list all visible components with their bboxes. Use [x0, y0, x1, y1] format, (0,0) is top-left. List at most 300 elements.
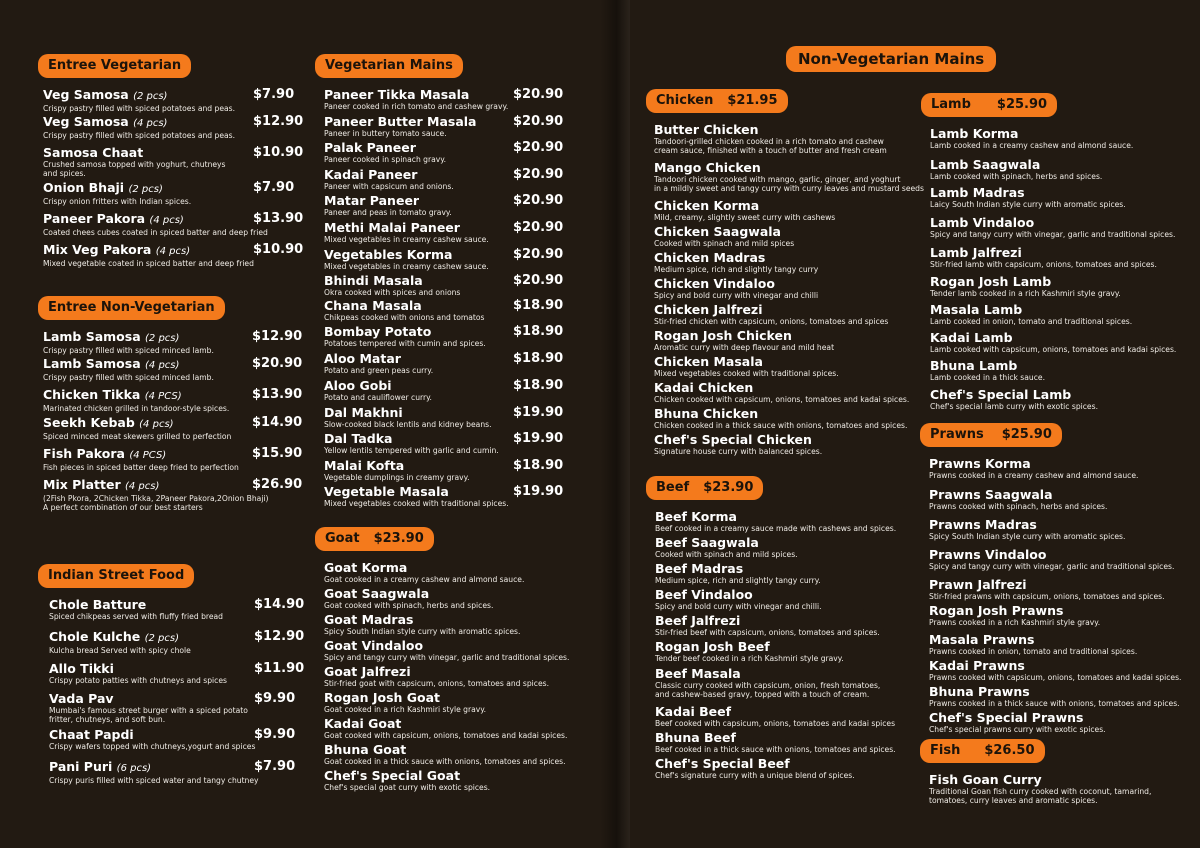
goat-section [315, 527, 570, 792]
nonveg-mains-heading: Non-Vegetarian Mains [786, 46, 996, 72]
chicken-heading: Chicken $21.95 [646, 89, 788, 113]
menu-item [324, 769, 490, 792]
item-name-text: Veg Samosa [43, 87, 129, 102]
menu-item [655, 562, 821, 585]
item-price: $20.90 [513, 193, 564, 208]
item-price: $19.90 [513, 484, 564, 499]
menu-item [43, 329, 303, 355]
menu-item [324, 87, 564, 111]
menu-item [324, 665, 549, 688]
item-description: Chef's signature curry with a unique blend of spices. [655, 771, 855, 780]
item-name-text: Chicken Saagwala [654, 224, 781, 239]
menu-item [654, 123, 887, 155]
item-description: Prawns cooked in onion, tomato and traditional spices. [929, 647, 1138, 656]
item-quantity: (2 pcs) [133, 91, 168, 102]
item-name [655, 536, 798, 550]
item-description: Potato and cauliflower curry. [324, 393, 432, 402]
item-name-text: Lamb Madras [930, 185, 1025, 200]
item-name-text: Rogan Josh Prawns [929, 603, 1064, 618]
item-quantity: (2 pcs) [128, 184, 163, 195]
item-description: Prawns cooked with spinach, herbs and spices. [929, 502, 1108, 511]
item-description: Paneer cooked in spinach gravy. [324, 155, 447, 164]
item-name-text: Dal Tadka [324, 431, 393, 446]
item-name [655, 588, 822, 602]
menu-item [324, 458, 564, 482]
menu-item [43, 446, 303, 472]
item-name-text: Prawns Saagwala [929, 487, 1053, 502]
menu-item [43, 387, 303, 413]
item-description: Prawns cooked in a creamy cashew and almond sauce. [929, 471, 1139, 480]
item-name-text: Goat Saagwala [324, 586, 430, 601]
item-name [655, 510, 896, 524]
item-name-text: Bhindi Masala [324, 273, 423, 288]
item-name-text: Lamb Vindaloo [930, 215, 1035, 230]
item-name-text: Rogan Josh Lamb [930, 274, 1052, 289]
item-price: $9.90 [254, 727, 296, 742]
item-description: Crispy pastry filled with spiced potatoes and peas. [43, 104, 236, 113]
item-name [929, 659, 1181, 673]
menu-item [655, 757, 855, 780]
item-price: $13.90 [253, 211, 304, 226]
item-description: Beef cooked with capsicum, onions, tomatoes and kadai spices [655, 719, 896, 728]
item-name-text: Beef Vindaloo [655, 587, 753, 602]
menu-item [324, 114, 564, 138]
menu-item [324, 220, 564, 244]
item-name [49, 692, 248, 706]
menu-item [655, 640, 844, 663]
item-name-text: Vada Pav [49, 691, 114, 706]
item-description: Cooked with spinach and mild spices [654, 239, 795, 248]
menu-item [930, 275, 1121, 298]
item-name-text: Lamb Saagwala [930, 157, 1041, 172]
menu-item [324, 587, 493, 610]
item-name [654, 381, 909, 395]
menu-item [43, 145, 304, 178]
item-price: $9.90 [254, 691, 296, 706]
item-name-text: Allo Tikki [49, 661, 114, 676]
menu-item [929, 518, 1125, 541]
item-name [929, 548, 1174, 562]
item-name-text: Aloo Gobi [324, 378, 392, 393]
item-quantity: (4 PCS) [144, 391, 182, 402]
item-name-text: Beef Masala [655, 666, 741, 681]
item-description: Chef's special prawns curry with exotic spices. [929, 725, 1106, 734]
item-description: Tandoori chicken cooked with mango, garlic, ginger, and yoghurt [654, 175, 901, 184]
menu-item [930, 303, 1132, 326]
menu-item [654, 355, 839, 378]
vegetarian-mains-section [315, 54, 564, 508]
menu-item [654, 277, 818, 300]
prawns-section [920, 423, 1182, 734]
item-price: $18.90 [513, 324, 564, 339]
item-description: Mumbai's famous street burger with a spiced potato [49, 706, 248, 715]
item-name-text: Chef's Special Goat [324, 768, 461, 783]
item-description: Mixed vegetables in creamy cashew sauce. [324, 235, 489, 244]
item-quantity: (4 pcs) [145, 360, 180, 371]
item-name [655, 614, 880, 628]
street-food-section [38, 564, 305, 785]
item-price: $7.90 [253, 87, 295, 102]
item-description: Stir-fried lamb with capsicum, onions, tomatoes and spices. [930, 260, 1157, 269]
item-name-text: Paneer Tikka Masala [324, 87, 470, 102]
item-price: $10.90 [253, 145, 304, 160]
item-description: Stir-fried prawns with capsicum, onions, tomatoes and spices. [929, 592, 1165, 601]
item-name [654, 225, 794, 239]
item-description: Traditional Goan fish curry cooked with coconut, tamarind, [929, 787, 1152, 796]
item-price: $12.90 [252, 329, 303, 344]
item-price: $20.90 [513, 273, 564, 288]
item-name-text: Goat Vindaloo [324, 638, 424, 653]
item-name-text: Mix Veg Pakora [43, 242, 152, 257]
menu-item [324, 378, 564, 402]
item-price: $11.90 [254, 661, 305, 676]
item-name-text: Prawns Madras [929, 517, 1037, 532]
menu-item [655, 705, 895, 728]
item-description: Goat cooked in a rich Kashmiri style gravy. [324, 705, 487, 714]
item-name-text: Lamb Korma [930, 126, 1019, 141]
menu-item [324, 743, 566, 766]
menu-item [324, 247, 564, 271]
entree-nonveg-heading: Entree Non-Vegetarian [38, 296, 225, 320]
item-name-text: Prawns Korma [929, 456, 1031, 471]
item-description: Goat cooked in a creamy cashew and almond sauce. [324, 575, 525, 584]
item-name-text: Chaat Papdi [49, 727, 134, 742]
item-name [654, 251, 818, 265]
item-name-text: Kadai Prawns [929, 658, 1025, 673]
item-name [929, 711, 1106, 725]
item-name-text: Fish Pakora [43, 446, 125, 461]
item-name [654, 277, 818, 291]
menu-item [929, 711, 1106, 734]
item-name-text: Chana Masala [324, 298, 422, 313]
item-name-text: Malai Kofta [324, 458, 405, 473]
item-name [324, 691, 486, 705]
item-description: Lamb cooked with capsicum, onions, tomatoes and kadai spices. [930, 345, 1177, 354]
item-name-text: Kadai Lamb [930, 330, 1013, 345]
menu-item [929, 633, 1137, 656]
menu-item [324, 691, 486, 714]
menu-item [655, 536, 798, 559]
item-name [324, 299, 485, 313]
item-description: fritter, chutneys, and soft bun. [49, 715, 166, 724]
item-price: $18.90 [513, 298, 564, 313]
item-description: tomatoes, curry leaves and aromatic spices. [929, 796, 1098, 805]
item-name [49, 662, 227, 676]
menu-item [324, 298, 564, 322]
menu-item [49, 759, 296, 785]
item-name [324, 194, 452, 208]
item-description: Spicy South Indian style curry with aromatic spices. [324, 627, 521, 636]
menu-item [654, 199, 835, 222]
item-description: Tandoori-grilled chicken cooked in a rich tomato and cashew [654, 137, 884, 146]
menu-item [930, 216, 1175, 239]
menu-item [324, 431, 564, 455]
prawns-heading: Prawns $25.90 [920, 423, 1062, 447]
menu-item [930, 127, 1133, 150]
menu-item [929, 578, 1165, 601]
item-name [655, 757, 855, 771]
item-name-text: Chicken Masala [654, 354, 763, 369]
item-name [654, 303, 888, 317]
menu-item [929, 604, 1100, 627]
item-price: $20.90 [513, 87, 564, 102]
item-name [43, 146, 226, 160]
item-name [654, 329, 834, 343]
item-name [324, 325, 486, 339]
item-description: Crispy pastry filled with spiced minced lamb. [43, 373, 214, 382]
menu-item [324, 140, 564, 164]
item-name-text: Butter Chicken [654, 122, 759, 137]
item-quantity: (6 pcs) [116, 763, 152, 774]
item-name-text: Fish Goan Curry [929, 772, 1042, 787]
item-name [930, 388, 1098, 402]
item-name [929, 773, 1151, 787]
menu-item [655, 614, 880, 637]
item-name-text: Bhuna Lamb [930, 358, 1018, 373]
item-name [324, 221, 489, 235]
menu-item [324, 613, 520, 636]
item-description: Prawns cooked with capsicum, onions, tomatoes and kadai spices. [929, 673, 1182, 682]
item-description: Potato and green peas curry. [324, 366, 434, 375]
street-food-heading: Indian Street Food [38, 564, 194, 588]
item-name [929, 685, 1180, 699]
item-price: $7.90 [253, 180, 295, 195]
item-name [929, 604, 1100, 618]
vegetarian-mains-heading: Vegetarian Mains [315, 54, 463, 78]
item-name-text: Bhuna Beef [655, 730, 736, 745]
item-description: Marinated chicken grilled in tandoor-style spices. [43, 404, 230, 413]
fish-heading: Fish $26.50 [920, 739, 1045, 763]
item-name-text: Vegetable Masala [324, 484, 449, 499]
item-name [43, 330, 214, 346]
item-description: Crispy potato patties with chutneys and spices [49, 676, 227, 685]
menu-item [930, 331, 1176, 354]
menu-item [43, 242, 304, 268]
menu-item [324, 193, 564, 217]
item-quantity: (4 pcs) [133, 118, 168, 129]
item-name [324, 639, 569, 653]
item-description: Chef's special lamb curry with exotic spices. [930, 402, 1098, 411]
menu-item [43, 415, 303, 441]
menu-item [654, 381, 909, 404]
item-name [43, 243, 254, 259]
entree-vegetarian-section [38, 54, 304, 268]
item-description: Crispy pastry filled with spiced potatoes and peas. [43, 131, 236, 140]
item-description: Goat cooked in a thick sauce with onions, tomatoes and spices. [324, 757, 566, 766]
item-name-text: Rogan Josh Beef [655, 639, 770, 654]
item-description: Goat cooked with capsicum, onions, tomatoes and kadai spices. [324, 731, 568, 740]
item-description: Aromatic curry with deep flavour and mild heat [654, 343, 835, 352]
item-price: $12.90 [253, 114, 304, 129]
item-name [43, 478, 269, 494]
item-description: Yellow lentils tempered with garlic and cumin. [324, 446, 499, 455]
item-price: $20.90 [252, 356, 303, 371]
item-name-text: Prawn Jalfrezi [929, 577, 1027, 592]
item-name [930, 359, 1045, 373]
item-name-text: Paneer Butter Masala [324, 114, 477, 129]
item-price: $14.90 [254, 597, 305, 612]
item-name [49, 728, 255, 742]
item-description: Medium spice, rich and slightly tangy curry. [655, 576, 821, 585]
item-name-text: Lamb Samosa [43, 356, 141, 371]
item-description: Paneer in buttery tomato sauce. [324, 129, 447, 138]
item-description: Lamb cooked in a creamy cashew and almond sauce. [930, 141, 1134, 150]
item-description: Tender beef cooked in a rich Kashmiri style gravy. [655, 654, 844, 663]
goat-heading: Goat $23.90 [315, 527, 434, 551]
item-description: Lamb cooked with spinach, herbs and spices. [930, 172, 1103, 181]
item-price: $10.90 [253, 242, 304, 257]
item-name [930, 331, 1176, 345]
menu-item [324, 561, 524, 584]
menu-item [43, 477, 303, 512]
item-name [929, 488, 1107, 502]
item-name-text: Chef's Special Lamb [930, 387, 1072, 402]
item-name-text: Pani Puri [49, 759, 113, 774]
item-name [655, 731, 896, 745]
menu-item [929, 548, 1174, 571]
item-name-text: Kadai Chicken [654, 380, 754, 395]
item-name [655, 705, 895, 719]
item-name [929, 518, 1125, 532]
item-quantity: (4 pcs) [139, 419, 174, 430]
item-description: Mild, creamy, slightly sweet curry with cashews [654, 213, 836, 222]
lamb-section [921, 93, 1177, 411]
menu-item [43, 114, 304, 140]
item-name [324, 432, 499, 446]
menu-item [655, 510, 896, 533]
item-name [655, 667, 880, 681]
item-name-text: Paneer Pakora [43, 211, 146, 226]
item-name [324, 379, 432, 393]
item-price: $19.90 [513, 431, 564, 446]
entree-nonveg-section [38, 296, 303, 512]
item-name-text: Kadai Goat [324, 716, 402, 731]
beef-section [646, 476, 897, 780]
item-name-text: Rogan Josh Chicken [654, 328, 792, 343]
item-name [43, 447, 239, 463]
item-name [930, 246, 1157, 260]
item-name-text: Mango Chicken [654, 160, 761, 175]
item-name-text: Beef Korma [655, 509, 737, 524]
item-name-text: Lamb Jalfrezi [930, 245, 1022, 260]
item-name [929, 457, 1138, 471]
menu-item [654, 329, 834, 352]
item-description: Crispy wafers topped with chutneys,yogurt and spices [49, 742, 256, 751]
item-name-text: Goat Korma [324, 560, 408, 575]
item-name [324, 459, 470, 473]
item-description: Beef cooked in a thick sauce with onions, tomatoes and spices. [655, 745, 896, 754]
item-description: Spicy South Indian style curry with aromatic spices. [929, 532, 1126, 541]
item-name-text: Chicken Korma [654, 198, 760, 213]
item-description: Mixed vegetables cooked with traditional spices. [324, 499, 509, 508]
item-description: Spicy and tangy curry with vinegar, garlic and traditional spices. [324, 653, 570, 662]
item-name-text: Aloo Matar [324, 351, 401, 366]
menu-item [49, 727, 296, 751]
item-description: Paneer cooked in rich tomato and cashew gravy. [324, 102, 509, 111]
item-price: $19.90 [513, 405, 564, 420]
item-description: Signature house curry with balanced spices. [654, 447, 823, 456]
item-description: Chikpeas cooked with onions and tomatos [324, 313, 485, 322]
item-name [324, 613, 520, 627]
item-description: Chef's special goat curry with exotic spices. [324, 783, 491, 792]
item-description: Cooked with spinach and mild spices. [655, 550, 798, 559]
item-description: Prawns cooked in a rich Kashmiri style gravy. [929, 618, 1101, 627]
item-quantity: (4 pcs) [124, 481, 160, 492]
item-name [324, 115, 476, 129]
item-name [324, 561, 524, 575]
menu-item [654, 225, 794, 248]
item-price: $18.90 [513, 458, 564, 473]
item-quantity: (2 pcs) [144, 633, 179, 644]
item-name [324, 587, 493, 601]
item-name [324, 406, 492, 420]
item-description: Spicy and bold curry with vinegar and chilli [654, 291, 819, 300]
menu-item [929, 488, 1107, 511]
item-name-text: Methi Malai Paneer [324, 220, 460, 235]
item-description: Spiced chikpeas served with fluffy fried bread [49, 612, 223, 621]
menu-item [930, 246, 1157, 269]
item-name-text: Goat Jalfrezi [324, 664, 411, 679]
item-name-text: Masala Lamb [930, 302, 1023, 317]
item-name [324, 141, 446, 155]
item-name [929, 633, 1137, 647]
menu-item [930, 158, 1102, 181]
item-price: $20.90 [513, 247, 564, 262]
item-name [930, 186, 1126, 200]
item-description: Tender lamb cooked in a rich Kashmiri style gravy. [930, 289, 1121, 298]
item-name-text: Mix Platter [43, 477, 121, 492]
fish-section [920, 739, 1152, 805]
item-description: Crushed samosa topped with yoghurt, chutneys [43, 160, 226, 169]
item-name-text: Chole Batture [49, 597, 147, 612]
item-name-text: Beef Jalfrezi [655, 613, 741, 628]
item-description: Prawns cooked in a thick sauce with onions, tomatoes and spices. [929, 699, 1180, 708]
menu-item [929, 685, 1180, 708]
item-description: Crispy puris filled with spiced water and tangy chutney [49, 776, 259, 785]
item-name-text: Chef's Special Beef [655, 756, 790, 771]
item-name [43, 416, 231, 432]
item-description: Medium spice, rich and slightly tangy curry [654, 265, 819, 274]
menu-item [929, 457, 1138, 480]
item-name [930, 303, 1132, 317]
item-name-text: Chicken Madras [654, 250, 766, 265]
item-name [43, 181, 191, 197]
menu-item [929, 659, 1181, 682]
item-name-text: Chef's Special Chicken [654, 432, 812, 447]
menu-item [43, 87, 295, 113]
item-description: Stir-fried beef with capsicum, onions, tomatoes and spices. [655, 628, 880, 637]
item-description: Chicken cooked in a thick sauce with onions, tomatoes and spices. [654, 421, 908, 430]
menu-item [43, 211, 304, 237]
item-description: Spicy and bold curry with vinegar and chilli. [655, 602, 822, 611]
menu-item [324, 351, 564, 375]
item-name [49, 760, 259, 776]
entree-vegetarian-heading: Entree Vegetarian [38, 54, 191, 78]
item-name [654, 199, 835, 213]
menu-item [929, 773, 1151, 805]
item-quantity: (2 pcs) [145, 333, 180, 344]
item-name-text: Bhuna Prawns [929, 684, 1030, 699]
item-description: Lamb cooked in onion, tomato and traditional spices. [930, 317, 1133, 326]
menu-item [930, 359, 1045, 382]
item-name [49, 630, 191, 646]
item-description: Mixed vegetable coated in spiced batter and deep fried [43, 259, 254, 268]
item-name [43, 388, 229, 404]
item-description: cream sauce, finished with a touch of butter and fresh cream [654, 146, 887, 155]
nonveg-mains-header [786, 46, 996, 72]
item-description: A perfect combination of our best starters [43, 503, 203, 512]
menu-item [324, 167, 564, 191]
